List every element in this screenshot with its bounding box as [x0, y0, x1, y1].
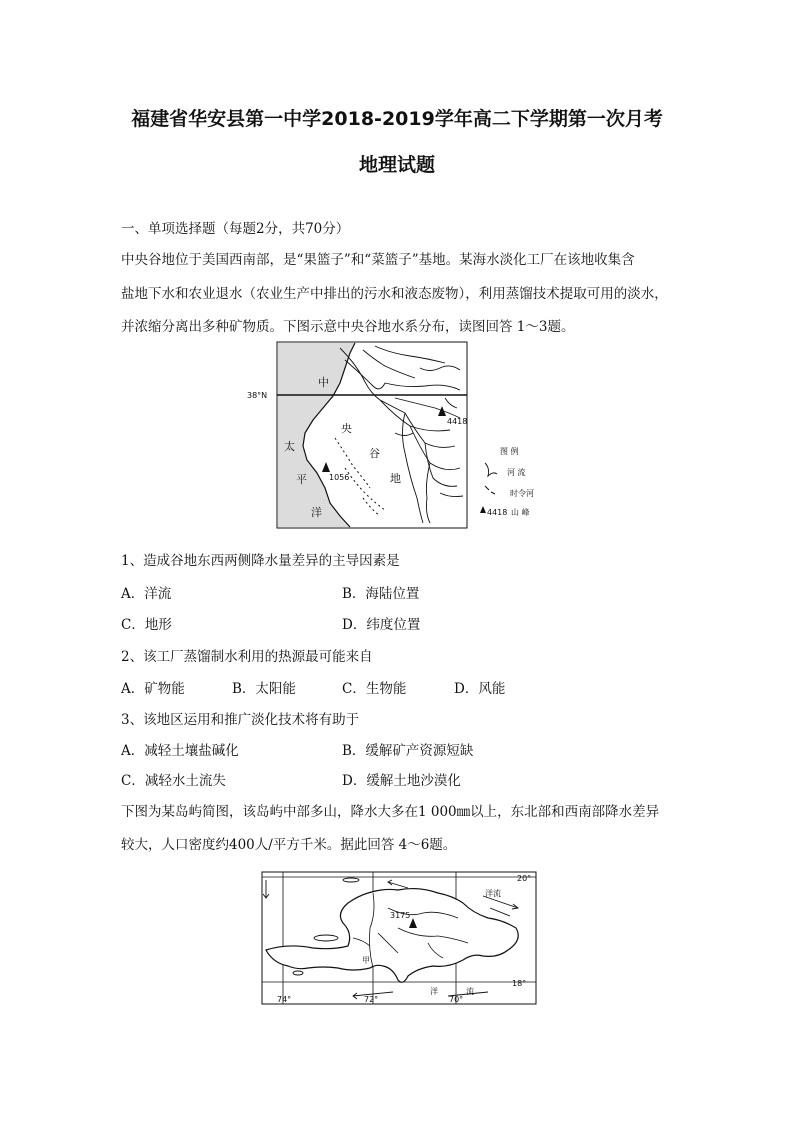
lon-72-label: 72° [364, 995, 379, 1004]
legend-river-icon [485, 463, 497, 476]
map-legend [480, 446, 534, 517]
question-1-option-b[interactable]: B．海陆位置 [342, 586, 420, 602]
question-3-option-c[interactable]: C．减轻水土流失 [121, 773, 226, 789]
question-2-option-d[interactable]: D．风能 [454, 681, 506, 697]
small-island [293, 971, 303, 975]
legend-peak-label: 山 峰 [511, 508, 530, 517]
latitude-label: 38°N [247, 391, 268, 400]
current-ne-label: 洋流 [485, 889, 501, 898]
legend-peak-value: 4418 [487, 508, 508, 517]
map-char-di: 地 [390, 472, 401, 485]
section-heading: 一、单项选择题（每题2分，共70分） [121, 221, 350, 237]
question-3-option-b[interactable]: B．缓解矿产资源短缺 [342, 743, 474, 759]
intro-line-2: 盐地下水和农业退水（农业生产中排出的污水和液态废物），利用蒸馏技术提取可用的淡水， [121, 286, 668, 302]
question-3-stem: 3、该地区运用和推广淡化技术将有助于 [121, 712, 360, 728]
map-char-yang: 央 [341, 422, 352, 435]
lat-20-label: 20° [517, 874, 532, 883]
question-2-option-c[interactable]: C．生物能 [342, 681, 407, 697]
legend-title: 图 例 [500, 447, 519, 456]
question-1-option-c[interactable]: C．地形 [121, 617, 172, 633]
question-3-option-d[interactable]: D．缓解土地沙漠化 [342, 773, 461, 789]
map-char-yang-ocean: 洋 [311, 506, 322, 519]
intro2-line-1: 下图为某岛屿简图，该岛屿中部多山，降水大多在1 000㎜以上，东北部和西南部降水差异 [121, 804, 660, 820]
small-island [343, 878, 359, 882]
question-1-option-a[interactable]: A．洋流 [121, 586, 172, 602]
central-valley-map [245, 338, 555, 533]
legend-seasonal-icon [485, 486, 495, 494]
map-char-tai: 太 [284, 440, 295, 453]
island-map [258, 868, 540, 1008]
map-char-zhong: 中 [318, 376, 329, 389]
question-2-option-b[interactable]: B．太阳能 [232, 681, 296, 697]
point-jia-label: 甲 [362, 956, 370, 965]
peak-label: 3175 [390, 911, 411, 920]
question-1-option-d[interactable]: D．纬度位置 [342, 617, 421, 633]
map-char-gu: 谷 [369, 447, 380, 460]
intro-line-3: 并浓缩分离出多种矿物质。下图示意中央谷地水系分布，读图回答 1～3题。 [121, 319, 575, 335]
intro-line-1: 中央谷地位于美国西南部，是“果篮子”和“菜篮子”基地。某海水淡化工厂在该地收集含 [121, 252, 635, 268]
question-1-stem: 1、造成谷地东西两侧降水量差异的主导因素是 [121, 553, 400, 569]
question-2-option-a[interactable]: A．矿物能 [121, 681, 185, 697]
current-south-label-2: 流 [466, 987, 474, 996]
lat-18-label: 18° [512, 979, 527, 988]
lon-74-label: 74° [277, 995, 292, 1004]
legend-peak-icon [480, 506, 486, 513]
page-title: 福建省华安县第一中学2018-2019学年高二下学期第一次月考 [131, 108, 663, 130]
peak-west-label: 1056 [329, 473, 350, 482]
lon-70-label: 70° [449, 995, 464, 1004]
intro2-line-2: 较大，人口密度约400人/平方千米。据此回答 4～6题。 [121, 837, 457, 853]
question-2-stem: 2、该工厂蒸馏制水利用的热源最可能来自 [121, 649, 373, 665]
map-char-ping: 平 [296, 473, 307, 486]
peak-east-label: 4418 [447, 417, 468, 426]
current-south-label-1: 洋 [430, 987, 438, 996]
question-3-option-a[interactable]: A．减轻土壤盐碱化 [121, 743, 239, 759]
legend-seasonal-label: 时令河 [510, 489, 534, 498]
page-subtitle: 地理试题 [358, 154, 435, 176]
legend-river-label: 河 流 [507, 468, 526, 477]
small-island [314, 935, 338, 941]
